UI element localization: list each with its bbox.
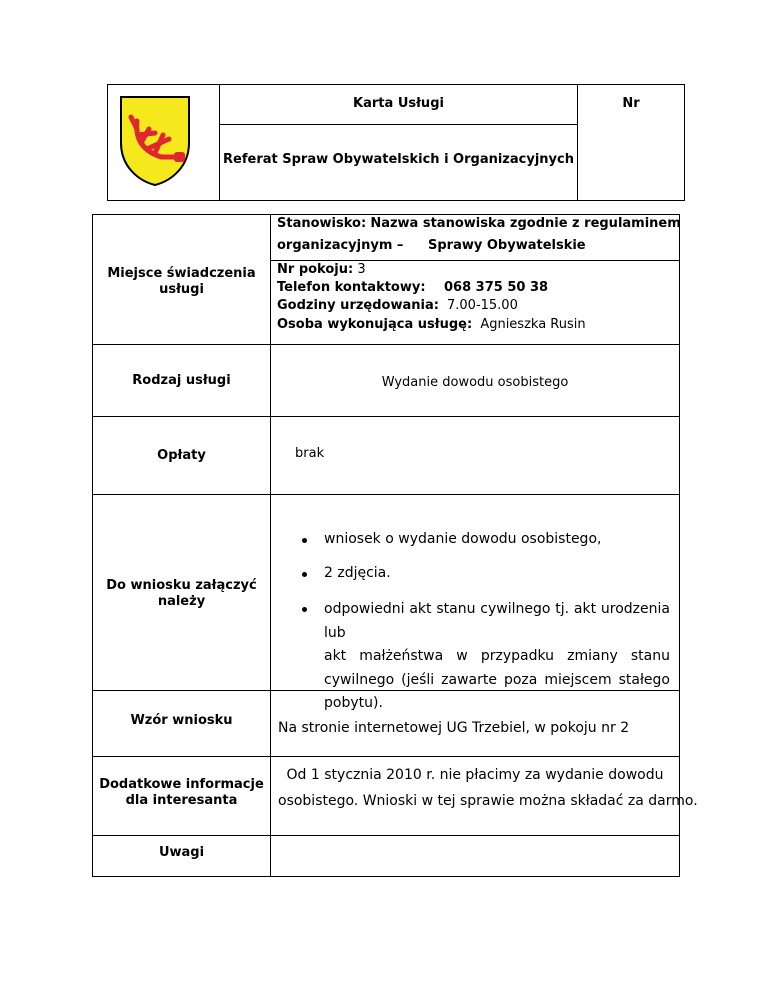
hours-value: 7.00-15.00 — [447, 298, 518, 313]
responsible-person: Osoba wykonująca usługę: Agnieszka Rusin — [277, 317, 586, 332]
attachments-label: Do wniosku załączyć należy — [106, 578, 257, 609]
position-line-2: organizacyjnym – — [277, 238, 404, 253]
service-type-label: Rodzaj usługi — [132, 373, 231, 388]
hours-label: Godziny urzędowania: — [277, 298, 439, 313]
service-location-label: Miejsce świadczenia usługi — [107, 266, 256, 297]
additional-info-line-2: osobistego. Wnioski w tej sprawie można składać za darmo. — [278, 793, 698, 809]
additional-info-line-1: Od 1 stycznia 2010 r. nie płacimy za wydanie dowodu — [286, 767, 664, 783]
form-template-label: Wzór wniosku — [130, 713, 233, 728]
bullet-icon — [302, 607, 307, 612]
coat-of-arms-icon — [119, 95, 191, 187]
additional-info-label: Dodatkowe informacje dla interesanta — [99, 777, 264, 808]
bullet-icon — [302, 572, 307, 577]
department-name: Referat Spraw Obywatelskich i Organizacyjnych — [223, 152, 574, 167]
phone-label: Telefon kontaktowy: — [277, 280, 426, 295]
position-value: Sprawy Obywatelskie — [428, 238, 586, 253]
remarks-label: Uwagi — [158, 845, 205, 860]
room-number: Nr pokoju: 3 — [277, 262, 366, 277]
position-line-1: Stanowisko: Nazwa stanowiska zgodnie z regulaminem — [277, 216, 681, 231]
service-type-value: Wydanie dowodu osobistego — [381, 375, 569, 390]
fees-value: brak — [295, 446, 325, 461]
form-template-value: Na stronie internetowej UG Trzebiel, w pokoju nr 2 — [278, 720, 630, 736]
card-title: Karta Usługi — [353, 96, 444, 111]
phone-value: 068 375 50 38 — [444, 280, 549, 295]
fees-label: Opłaty — [157, 448, 206, 463]
bullet-icon — [302, 538, 307, 543]
card-number-label: Nr — [622, 96, 640, 111]
